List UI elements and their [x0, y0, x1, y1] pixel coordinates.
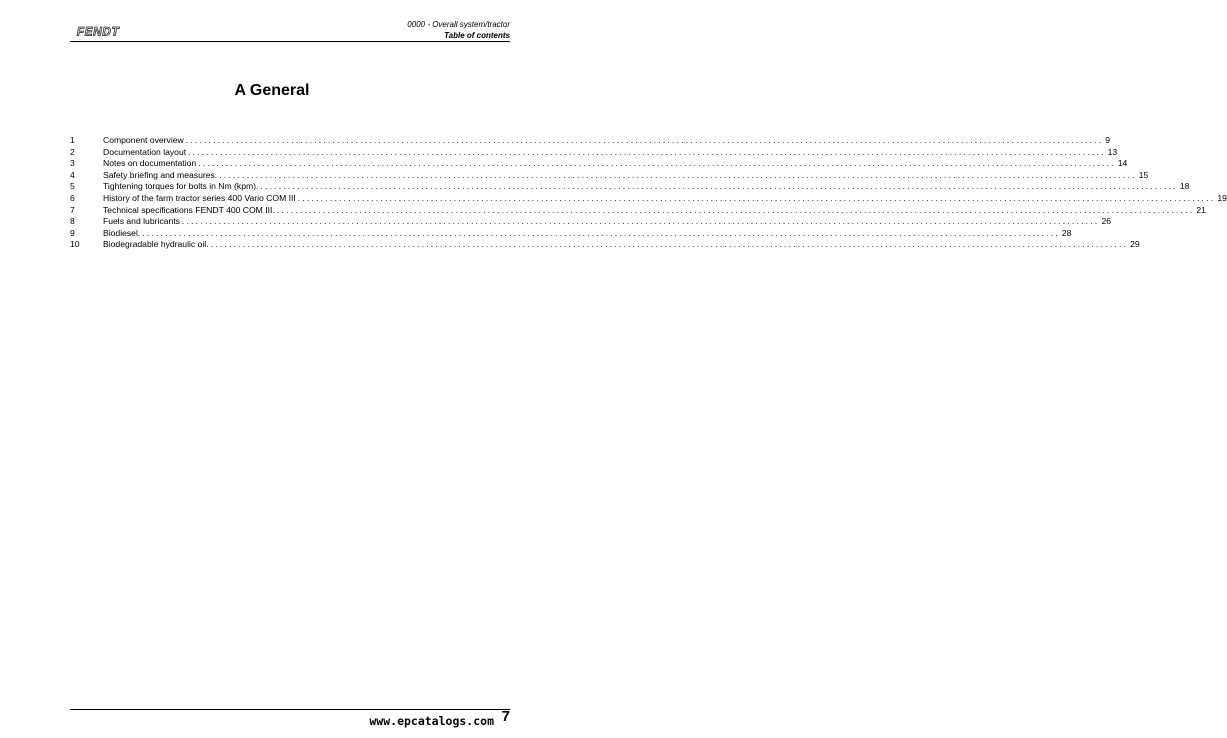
footer-url: www.epcatalogs.com [369, 714, 494, 728]
toc-entry-number: 6 [70, 192, 75, 203]
table-of-contents [70, 135, 1227, 251]
toc-entry-title: Technical specifications FENDT 400 COM III. [103, 204, 275, 215]
toc-entry-page: 14 [1117, 158, 1128, 169]
toc-leader-dots: ........................................................................................................................................................................................................ [181, 216, 1100, 227]
toc-entry-page: 21 [1196, 204, 1206, 215]
toc-entry[interactable] [70, 135, 1111, 147]
toc-leader-dots: ........................................................................................................................................................................................................ [188, 146, 1106, 157]
toc-entry-number: 8 [70, 216, 75, 227]
toc-entry[interactable] [70, 192, 1227, 205]
toc-entry-number: 10 [70, 239, 80, 250]
toc-entry-title: Safety briefing and measures. [103, 169, 218, 180]
running-header [407, 19, 510, 41]
fendt-logo-icon [70, 25, 126, 37]
toc-entry-page: 19 [1217, 192, 1227, 203]
toc-entry-number: 2 [70, 146, 75, 157]
toc-leader-dots: ........................................................................................................................................................................................................ [210, 239, 1129, 250]
toc-entry-title: Tightening torques for bolts in Nm (kpm). [103, 181, 259, 192]
toc-entry-number: 5 [70, 181, 75, 192]
toc-entry-number: 9 [70, 227, 75, 238]
toc-entry-title: History of the farm tractor series 400 Vario COM III [103, 192, 296, 203]
toc-leader-dots: ........................................................................................................................................................................................................ [260, 181, 1178, 192]
toc-entry[interactable] [70, 146, 1118, 159]
toc-entry[interactable] [70, 204, 1206, 217]
toc-entry-title: Biodiesel. [103, 227, 141, 238]
toc-entry-page: 13 [1107, 146, 1118, 157]
toc-leader-dots: ........................................................................................................................................................................................................ [142, 227, 1060, 238]
toc-entry[interactable] [70, 169, 1149, 182]
toc-leader-dots: ........................................................................................................................................................................................................ [276, 204, 1195, 215]
toc-entry[interactable] [70, 227, 1072, 240]
toc-leader-dots: ........................................................................................................................................................................................................ [185, 135, 1104, 145]
footer-divider [70, 709, 510, 710]
header-divider [70, 41, 510, 42]
toc-entry-title: Documentation layout [103, 146, 187, 157]
toc-leader-dots: ........................................................................................................................................................................................................ [198, 158, 1116, 169]
toc-entry-title: Biodegradable hydraulic oil. [103, 239, 209, 250]
toc-entry-title: Fuels and lubricants [103, 216, 180, 227]
toc-entry-page: 28 [1061, 227, 1072, 238]
toc-entry[interactable] [70, 239, 1140, 251]
toc-entry-title: Component overview [103, 135, 184, 145]
page-title: A General [234, 82, 310, 99]
toc-entry[interactable] [70, 181, 1190, 193]
header-section: 0000 - Overall system/tractor [407, 20, 510, 29]
toc-entry[interactable] [70, 216, 1112, 228]
toc-entry-page: 26 [1101, 216, 1112, 227]
toc-entry-title: Notes on documentation [103, 158, 197, 169]
toc-entry-page: 9 [1105, 135, 1111, 145]
page-number: 7 [501, 708, 510, 725]
toc-entry-page: 18 [1179, 181, 1190, 192]
toc-entry-number: 1 [70, 135, 75, 145]
header-subtitle: Table of contents [444, 31, 510, 40]
toc-leader-dots: ........................................................................................................................................................................................................ [219, 169, 1137, 180]
toc-entry[interactable] [70, 158, 1128, 170]
toc-entry-number: 3 [70, 158, 75, 169]
toc-entry-number: 4 [70, 169, 75, 180]
toc-entry-page: 29 [1130, 239, 1140, 250]
svg-text:FENDT: FENDT [76, 24, 120, 39]
toc-entry-number: 7 [70, 204, 75, 215]
toc-entry-page: 15 [1138, 169, 1149, 180]
toc-leader-dots: ........................................................................................................................................................................................................ [297, 192, 1216, 203]
